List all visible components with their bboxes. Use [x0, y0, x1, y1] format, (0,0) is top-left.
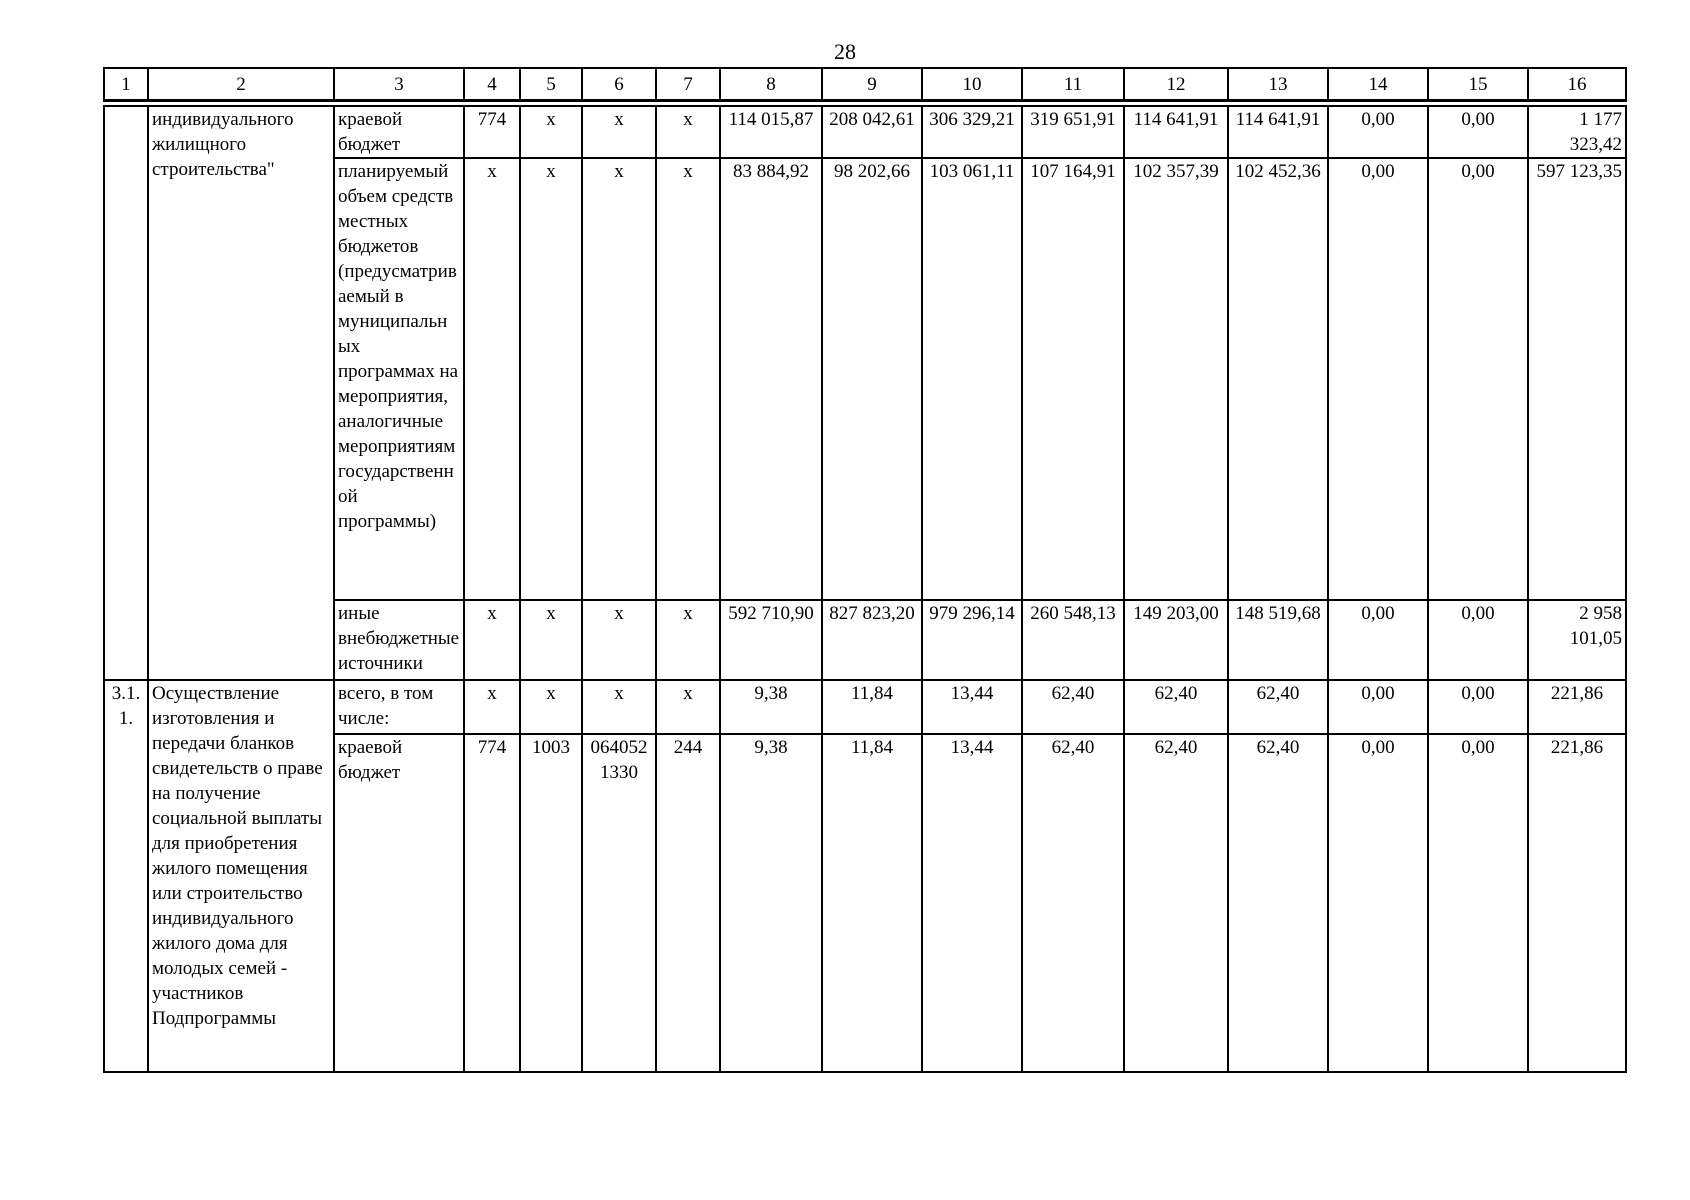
cell-c10: 103 061,11	[922, 158, 1022, 600]
cell-c7: х	[656, 600, 720, 680]
cell-c11: 107 164,91	[1022, 158, 1124, 600]
column-number: 12	[1124, 68, 1228, 101]
column-number: 16	[1528, 68, 1626, 101]
cell-c5: х	[520, 158, 582, 600]
cell-c15: 0,00	[1428, 734, 1528, 1072]
cell-c14: 0,00	[1328, 600, 1428, 680]
cell-c9: 11,84	[822, 680, 922, 734]
column-number: 8	[720, 68, 822, 101]
cell-c10: 13,44	[922, 734, 1022, 1072]
cell-c12: 149 203,00	[1124, 600, 1228, 680]
cell-c13: 62,40	[1228, 734, 1328, 1072]
cell-c4: 774	[464, 106, 520, 158]
column-number-row	[104, 68, 1626, 101]
cell-c8: 9,38	[720, 680, 822, 734]
cell-c13: 102 452,36	[1228, 158, 1328, 600]
table-row	[104, 106, 1626, 158]
cell-c11: 260 548,13	[1022, 600, 1124, 680]
cell-c12: 102 357,39	[1124, 158, 1228, 600]
cell-c4: х	[464, 680, 520, 734]
cell-c11: 62,40	[1022, 734, 1124, 1072]
cell-c15: 0,00	[1428, 600, 1528, 680]
cell-c14: 0,00	[1328, 106, 1428, 158]
funding-source-cell: планируемый объем средств местных бюджетов (предусматриваемый в муниципальных программах на мероприятия, аналогичные мероприятиям государственной программы)	[334, 158, 464, 600]
cell-c13: 148 519,68	[1228, 600, 1328, 680]
column-number: 11	[1022, 68, 1124, 101]
cell-c16: 221,86	[1528, 680, 1626, 734]
cell-c4: 774	[464, 734, 520, 1072]
cell-c4: х	[464, 600, 520, 680]
cell-c7: 244	[656, 734, 720, 1072]
cell-c8: 83 884,92	[720, 158, 822, 600]
cell-c10: 306 329,21	[922, 106, 1022, 158]
cell-c10: 13,44	[922, 680, 1022, 734]
cell-c16: 221,86	[1528, 734, 1626, 1072]
cell-c9: 11,84	[822, 734, 922, 1072]
cell-c5: х	[520, 600, 582, 680]
cell-c12: 62,40	[1124, 734, 1228, 1072]
cell-c12: 114 641,91	[1124, 106, 1228, 158]
cell-c14: 0,00	[1328, 734, 1428, 1072]
cell-c7: х	[656, 680, 720, 734]
page-number: 28	[834, 39, 856, 64]
cell-c8: 114 015,87	[720, 106, 822, 158]
column-number: 14	[1328, 68, 1428, 101]
cell-c12: 62,40	[1124, 680, 1228, 734]
funding-source-cell: всего, в том числе:	[334, 680, 464, 734]
cell-c16: 597 123,35	[1528, 158, 1626, 600]
cell-c11: 62,40	[1022, 680, 1124, 734]
cell-c6: 0640521330	[582, 734, 656, 1072]
column-number: 13	[1228, 68, 1328, 101]
cell-c13: 62,40	[1228, 680, 1328, 734]
funding-source-cell: краевой бюджет	[334, 734, 464, 1072]
column-number: 9	[822, 68, 922, 101]
cell-c9: 208 042,61	[822, 106, 922, 158]
item-name-cell: индивидуального жилищного строительства"	[148, 106, 334, 680]
cell-c9: 827 823,20	[822, 600, 922, 680]
cell-c10: 979 296,14	[922, 600, 1022, 680]
cell-c6: х	[582, 680, 656, 734]
column-number: 1	[104, 68, 148, 101]
cell-c16: 2 958 101,05	[1528, 600, 1626, 680]
column-number: 4	[464, 68, 520, 101]
cell-c15: 0,00	[1428, 680, 1528, 734]
cell-c14: 0,00	[1328, 158, 1428, 600]
cell-c6: х	[582, 106, 656, 158]
cell-c16: 1 177 323,42	[1528, 106, 1626, 158]
cell-c4: х	[464, 158, 520, 600]
budget-table	[103, 67, 1627, 1073]
cell-c8: 592 710,90	[720, 600, 822, 680]
cell-c5: х	[520, 680, 582, 734]
column-number: 6	[582, 68, 656, 101]
cell-c15: 0,00	[1428, 158, 1528, 600]
funding-source-cell: краевой бюджет	[334, 106, 464, 158]
cell-c11: 319 651,91	[1022, 106, 1124, 158]
item-number-cell: 3.1.1.	[104, 680, 148, 1072]
table-row	[104, 680, 1626, 734]
cell-c6: х	[582, 158, 656, 600]
item-name-cell: Осуществление изготовления и передачи бланков свидетельств о праве на получение социальной выплаты для приобретения жилого помещения или строительство индивидуального жилого дома для молодых семей - участников Подпрограммы	[148, 680, 334, 1072]
column-number: 7	[656, 68, 720, 101]
cell-c7: х	[656, 106, 720, 158]
item-number-cell	[104, 106, 148, 680]
funding-source-cell: иные внебюджетные источники	[334, 600, 464, 680]
column-number: 5	[520, 68, 582, 101]
cell-c14: 0,00	[1328, 680, 1428, 734]
cell-c5: х	[520, 106, 582, 158]
cell-c8: 9,38	[720, 734, 822, 1072]
cell-c7: х	[656, 158, 720, 600]
column-number: 15	[1428, 68, 1528, 101]
cell-c15: 0,00	[1428, 106, 1528, 158]
cell-c13: 114 641,91	[1228, 106, 1328, 158]
column-number: 3	[334, 68, 464, 101]
cell-c6: х	[582, 600, 656, 680]
cell-c5: 1003	[520, 734, 582, 1072]
column-number: 10	[922, 68, 1022, 101]
column-number: 2	[148, 68, 334, 101]
cell-c9: 98 202,66	[822, 158, 922, 600]
